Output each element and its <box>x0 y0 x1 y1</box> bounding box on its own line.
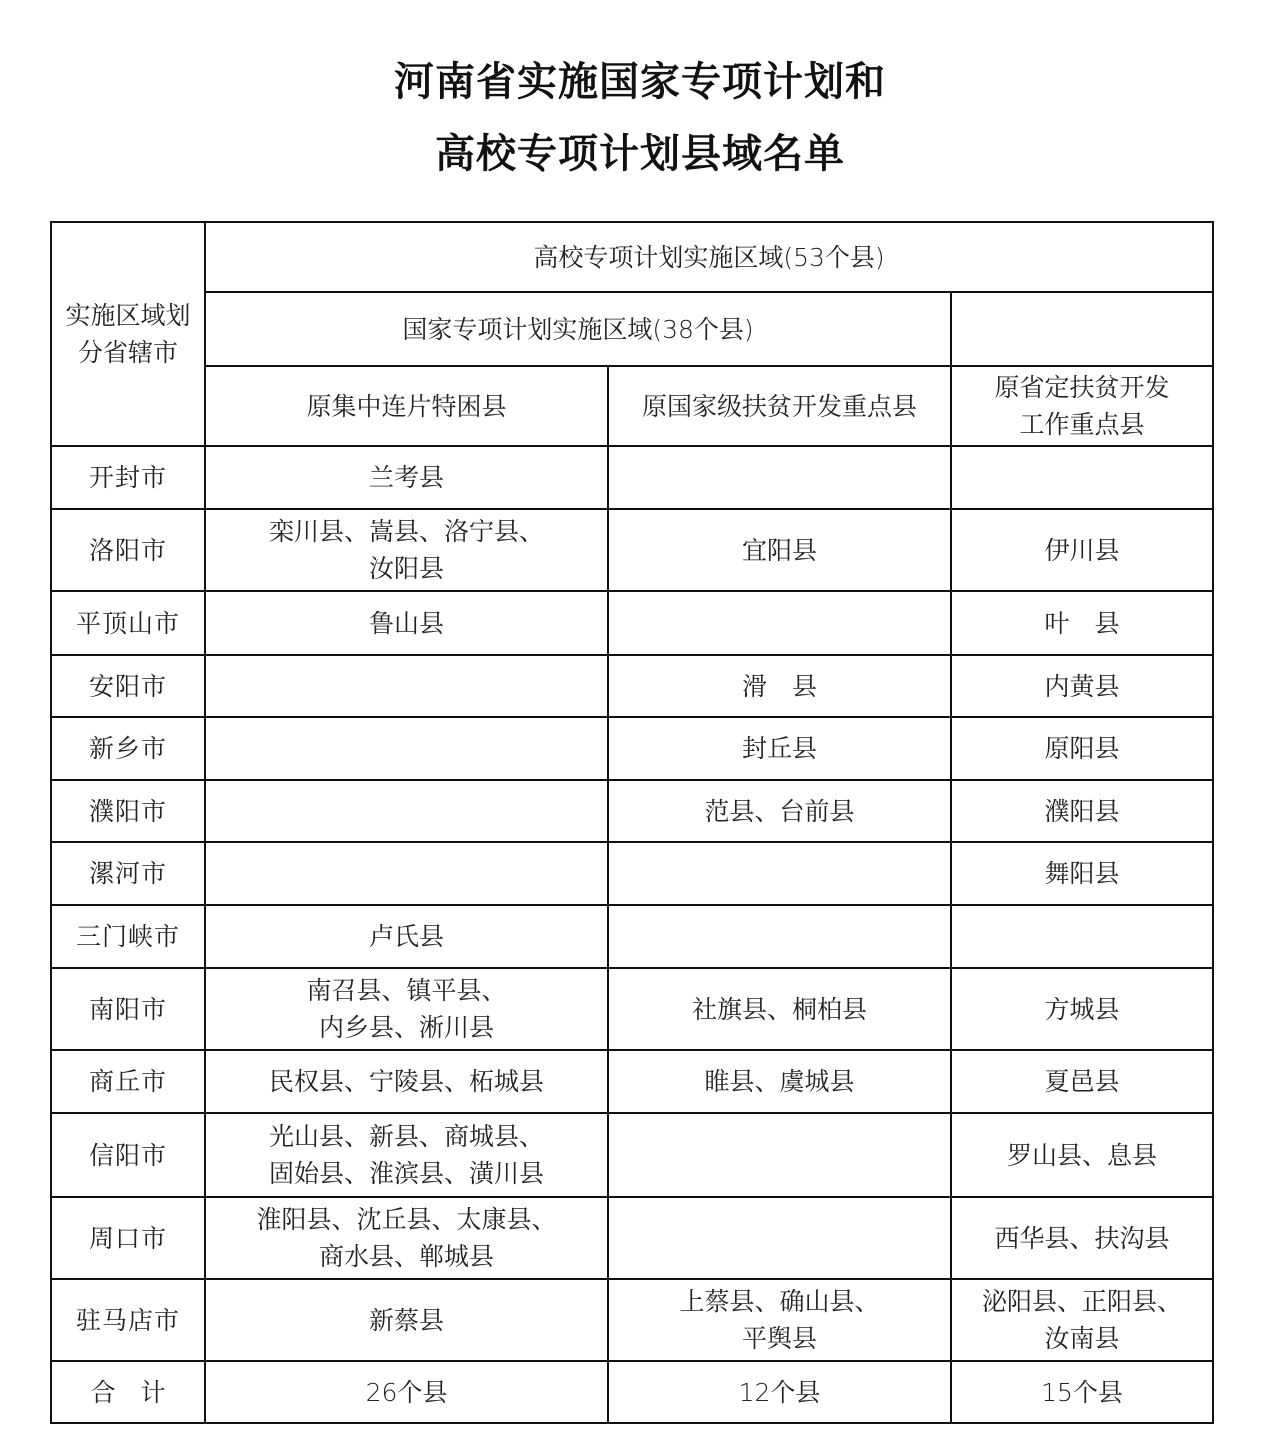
special-poverty-cell <box>205 842 608 905</box>
county-list-line: 社旗县、桐柏县 <box>691 994 867 1024</box>
county-list-line: 新蔡县 <box>368 1305 444 1335</box>
county-list-line: 商水县、郸城县 <box>318 1242 494 1271</box>
provincial-key-cell <box>951 1279 1213 1361</box>
city-cell: 信阳市 <box>51 1113 205 1197</box>
total-national-key: 12个县 <box>608 1361 951 1423</box>
city-cell: 三门峡市 <box>51 905 205 968</box>
special-poverty-cell <box>205 780 608 842</box>
provincial-key-cell <box>951 1113 1213 1197</box>
national-plan-header: 国家专项计划实施区域(38个县) <box>205 292 951 366</box>
county-list-line: 舞阳县 <box>1044 859 1120 888</box>
document-title-line-2: 高校专项计划县域名单 <box>435 130 845 177</box>
table-row <box>51 1050 1213 1113</box>
special-poverty-cell <box>205 1279 608 1361</box>
special-poverty-cell <box>205 655 608 717</box>
county-list-line: 夏邑县 <box>1044 1067 1120 1096</box>
special-poverty-cell <box>205 1197 608 1279</box>
county-list-line: 汝阳县 <box>368 554 444 583</box>
column-header-national-key: 原国家级扶贫开发重点县 <box>608 366 951 446</box>
provincial-key-cell <box>951 842 1213 905</box>
table-row <box>51 842 1213 905</box>
table-row <box>51 717 1213 780</box>
special-poverty-cell <box>205 1050 608 1113</box>
header-row-university-plan <box>51 222 1213 292</box>
table-row <box>51 446 1213 509</box>
table-row <box>51 780 1213 842</box>
table-row <box>51 1113 1213 1197</box>
provincial-key-cell <box>951 655 1213 717</box>
special-poverty-cell <box>205 968 608 1050</box>
provincial-key-cell <box>951 717 1213 780</box>
document-title-line-1: 河南省实施国家专项计划和 <box>394 58 886 105</box>
special-poverty-cell <box>205 591 608 655</box>
county-list-line: 兰考县 <box>368 463 444 492</box>
county-list-line: 范县、台前县 <box>704 796 855 826</box>
special-poverty-cell <box>205 717 608 780</box>
county-list-line: 卢氏县 <box>368 922 444 951</box>
total-label-cell: 合 计 <box>51 1361 205 1423</box>
national-key-cell <box>608 968 951 1050</box>
university-plan-header: 高校专项计划实施区域(53个县) <box>205 222 1213 292</box>
county-list-line: 滑 县 <box>741 671 817 701</box>
provincial-key-cell <box>951 446 1213 509</box>
column-header-provincial-key: 原省定扶贫开发 工作重点县 <box>951 366 1213 446</box>
county-list-line: 鲁山县 <box>368 608 444 638</box>
county-list-line: 栾川县、嵩县、洛宁县、 <box>268 517 544 546</box>
county-list-line: 西华县、扶沟县 <box>994 1223 1170 1253</box>
city-cell: 新乡市 <box>51 717 205 780</box>
provincial-key-cell <box>951 1197 1213 1279</box>
county-list-line: 上蔡县、确山县、 <box>679 1287 880 1316</box>
table-row <box>51 509 1213 591</box>
table-row <box>51 968 1213 1050</box>
county-list-line: 罗山县、息县 <box>1007 1140 1158 1170</box>
county-list-table <box>50 221 1214 1424</box>
column-header-special-poverty: 原集中连片特困县 <box>205 366 608 446</box>
national-key-cell <box>608 1197 951 1279</box>
row-label-header: 实施区域划 分省辖市 <box>51 222 205 446</box>
provincial-key-cell <box>951 905 1213 968</box>
provincial-key-cell <box>951 968 1213 1050</box>
table-row <box>51 1197 1213 1279</box>
national-key-cell <box>608 1050 951 1113</box>
total-row <box>51 1361 1213 1423</box>
city-cell: 开封市 <box>51 446 205 509</box>
national-key-cell <box>608 842 951 905</box>
provincial-key-cell <box>951 1050 1213 1113</box>
county-list-line: 宜阳县 <box>741 535 817 565</box>
table-row <box>51 655 1213 717</box>
total-provincial-key: 15个县 <box>951 1361 1213 1423</box>
city-cell: 驻马店市 <box>51 1279 205 1361</box>
provincial-key-cell <box>951 509 1213 591</box>
city-cell: 濮阳市 <box>51 780 205 842</box>
national-key-cell <box>608 509 951 591</box>
national-key-cell <box>608 1113 951 1197</box>
special-poverty-cell <box>205 446 608 509</box>
provincial-key-cell <box>951 591 1213 655</box>
national-key-cell <box>608 905 951 968</box>
county-list-line: 伊川县 <box>1044 535 1120 565</box>
county-list-line: 睢县、虞城县 <box>704 1067 855 1096</box>
national-key-cell <box>608 1279 951 1361</box>
county-list-line: 固始县、淮滨县、潢川县 <box>268 1159 544 1188</box>
city-cell: 平顶山市 <box>51 591 205 655</box>
city-cell: 周口市 <box>51 1197 205 1279</box>
table-row <box>51 591 1213 655</box>
county-list-line: 濮阳县 <box>1044 796 1120 826</box>
county-list-line: 南召县、镇平县、 <box>306 976 507 1005</box>
city-cell: 洛阳市 <box>51 509 205 591</box>
table-row <box>51 1279 1213 1361</box>
city-cell: 商丘市 <box>51 1050 205 1113</box>
special-poverty-cell <box>205 1113 608 1197</box>
city-cell: 安阳市 <box>51 655 205 717</box>
header-row-national-plan <box>51 292 1213 366</box>
national-key-cell <box>608 591 951 655</box>
provincial-key-cell <box>951 780 1213 842</box>
county-list-line: 汝南县 <box>1044 1324 1120 1353</box>
table-row <box>51 905 1213 968</box>
county-list-line: 光山县、新县、商城县、 <box>268 1122 544 1151</box>
header-row-categories <box>51 366 1213 446</box>
county-list-line: 原阳县 <box>1044 734 1120 763</box>
county-list-line: 叶 县 <box>1044 608 1120 638</box>
national-key-cell <box>608 780 951 842</box>
county-list-line: 内黄县 <box>1044 671 1120 701</box>
county-list-line: 内乡县、淅川县 <box>318 1013 494 1042</box>
total-special-poverty: 26个县 <box>205 1361 608 1423</box>
county-list-line: 封丘县 <box>741 734 817 763</box>
national-key-cell <box>608 446 951 509</box>
city-cell: 南阳市 <box>51 968 205 1050</box>
special-poverty-cell <box>205 905 608 968</box>
county-list-line: 淮阳县、沈丘县、太康县、 <box>256 1205 557 1234</box>
county-list-line: 方城县 <box>1044 994 1120 1024</box>
county-list-line: 平舆县 <box>741 1324 817 1353</box>
city-cell: 漯河市 <box>51 842 205 905</box>
national-key-cell <box>608 717 951 780</box>
national-key-cell <box>608 655 951 717</box>
special-poverty-cell <box>205 509 608 591</box>
county-list-line: 泌阳县、正阳县、 <box>982 1287 1183 1316</box>
county-list-line: 民权县、宁陵县、柘城县 <box>268 1067 544 1096</box>
national-plan-blank-cell <box>951 292 1213 366</box>
